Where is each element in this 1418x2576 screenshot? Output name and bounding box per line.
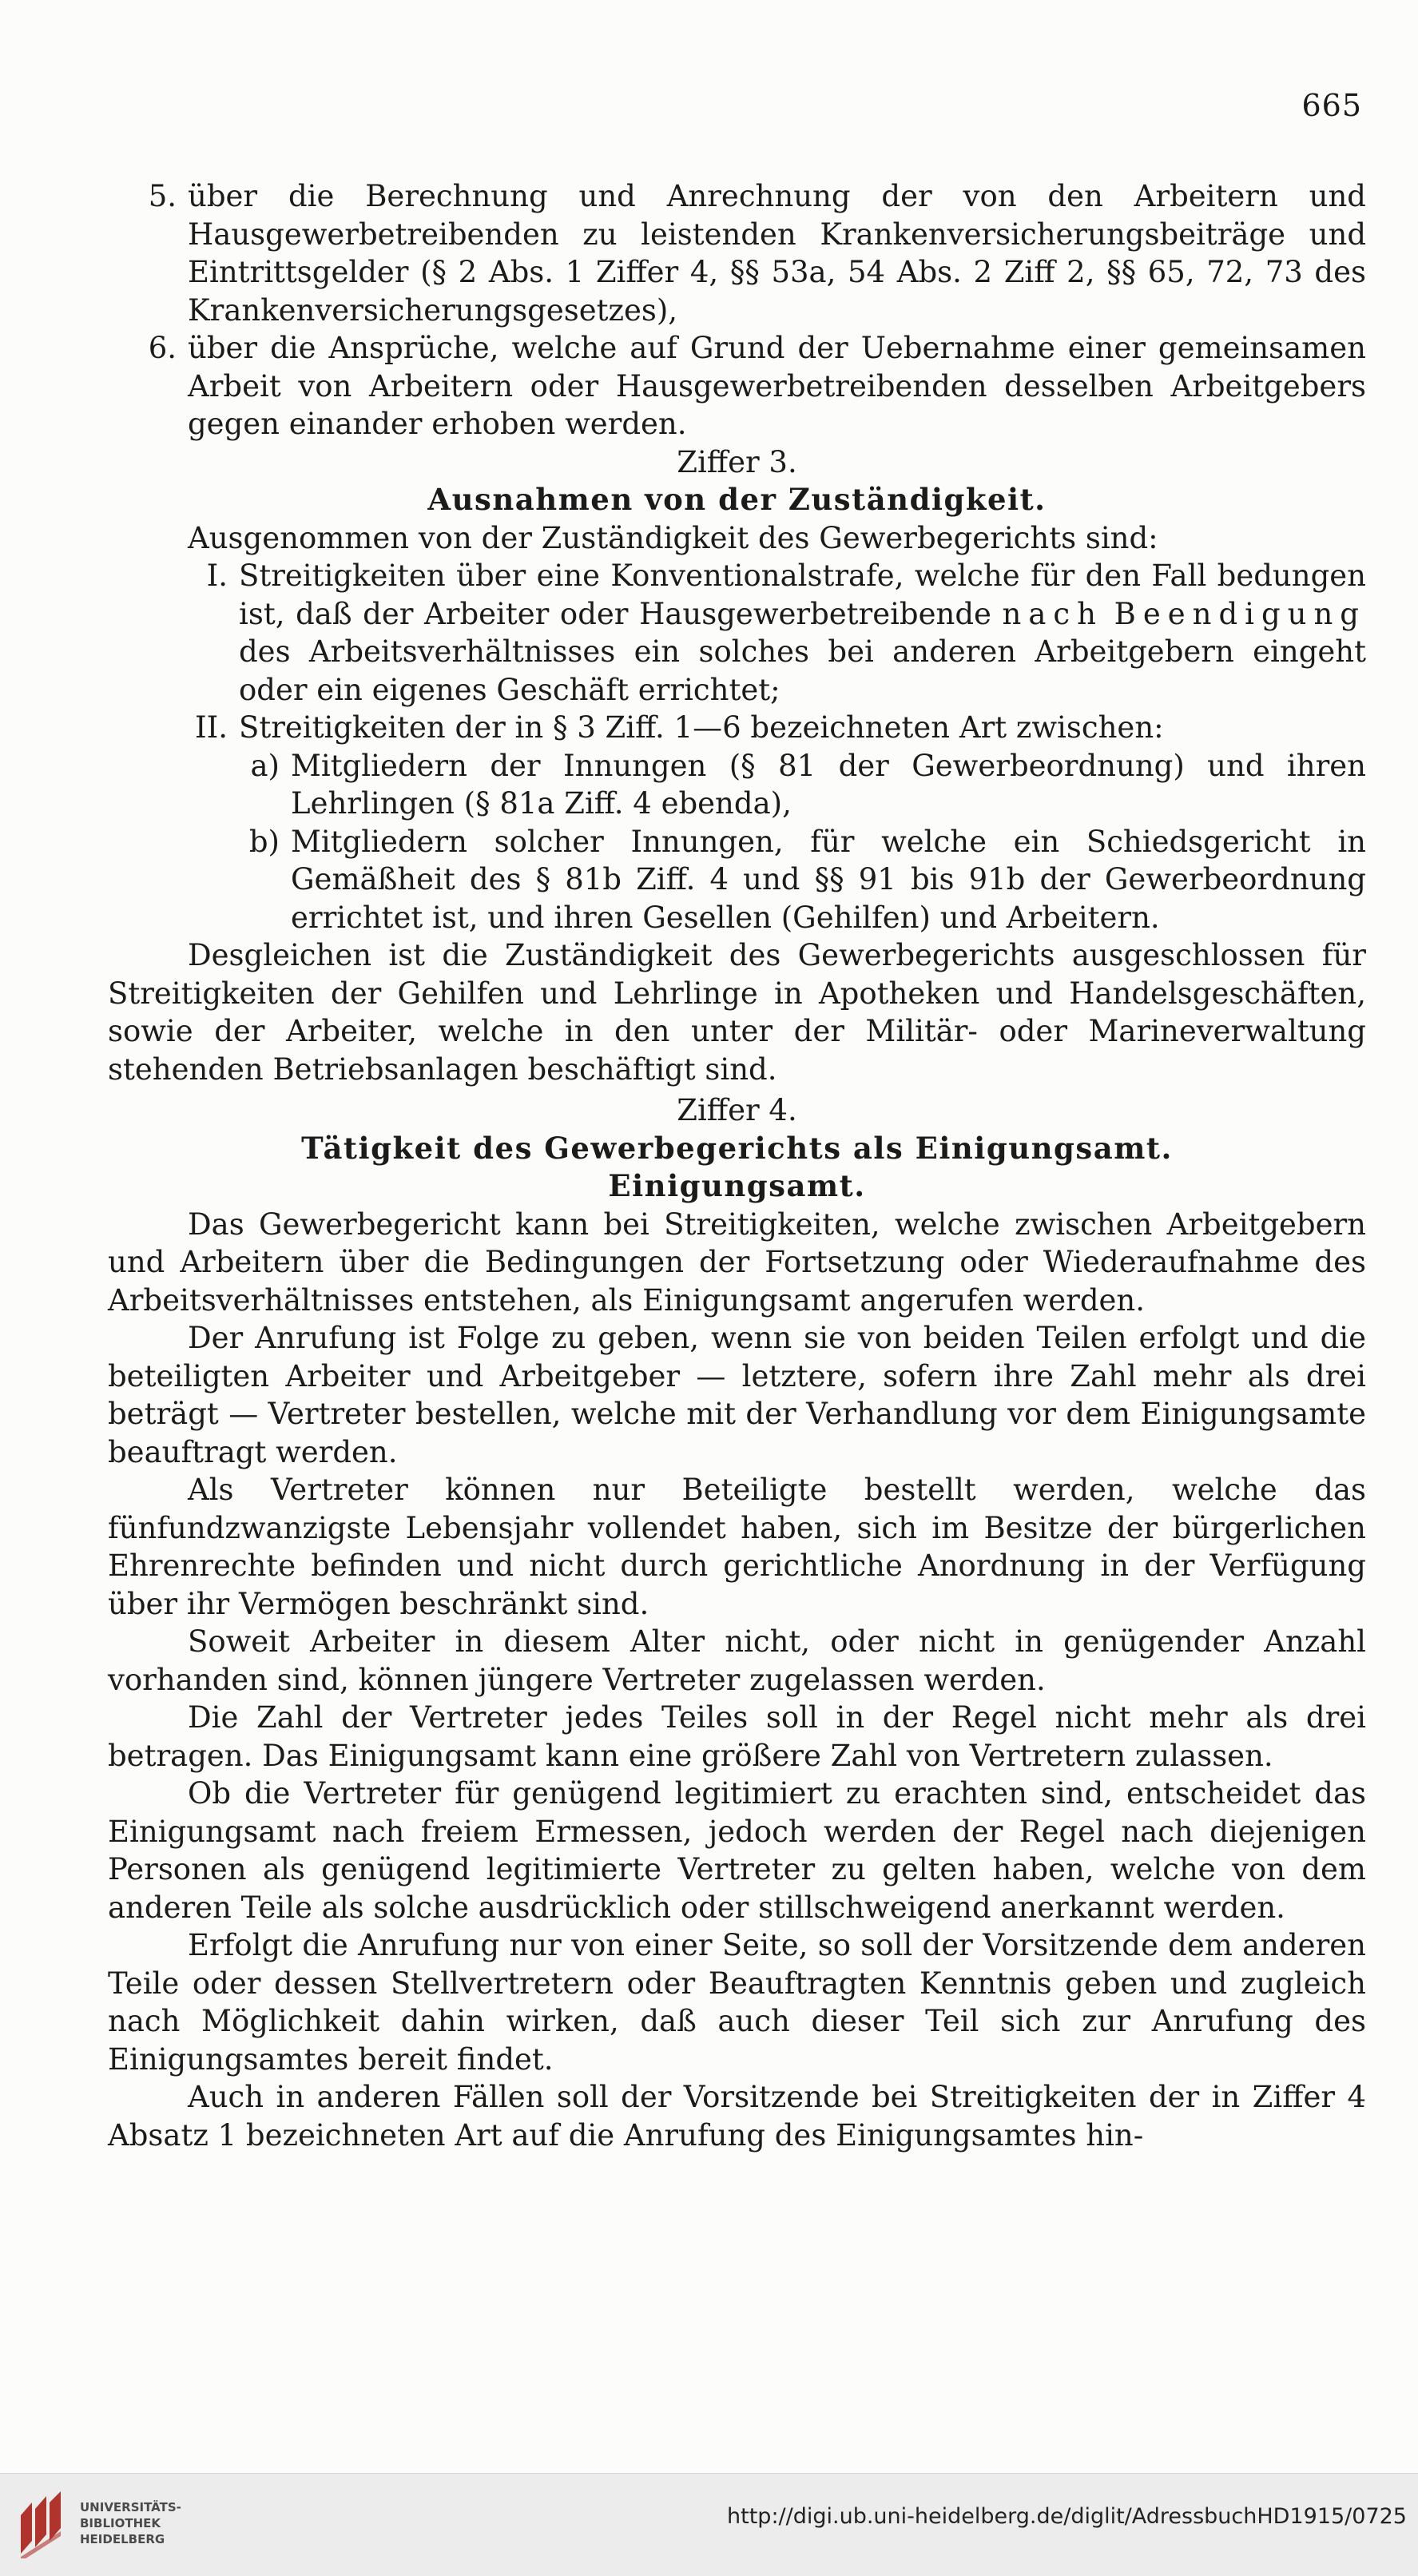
sub-list-item-text: Mitgliedern der Innungen (§ 81 der Gewerbeordnung) und ihren Lehrlingen (§ 81a Ziff. 4 ebenda), [291, 748, 1366, 821]
paragraph: Desgleichen ist die Zuständigkeit des Gewerbegerichts ausgeschlossen für Streitigkeiten der Gehilfen und Lehrlinge in Apotheken und Handelsgeschäften, sowie der Arbeiter, welche in den unter der Militär- oder Marineverwaltung stehenden Betriebsanlagen beschäftigt sind. [108, 938, 1366, 1087]
page-content [108, 177, 1366, 2154]
sub-list-item-text: Mitgliedern solcher Innungen, für welche ein Schiedsgericht in Gemäßheit des § 81b Ziff. 4 und §§ 91 bis 91b der Gewerbeordnung errichtet ist, und ihren Gesellen (Gehilfen) und Arbeitern. [291, 824, 1366, 935]
paragraph: Ob die Vertreter für genügend legitimiert zu erachten sind, entscheidet das Einigungsamt nach freiem Ermessen, jedoch werden der Regel nach diejenigen Personen als genügend legitimierte Vertreter zu gelten haben, welche von dem anderen Teile als solche ausdrücklich oder stillschweigend anerkannt werden. [108, 1776, 1366, 1925]
section-subheading: Einigungsamt. [608, 1168, 866, 1203]
sub-list-item [108, 823, 1366, 937]
list-item-text: über die Ansprüche, welche auf Grund der Uebernahme einer gemeinsamen Arbeit von Arbeitern oder Hausgewerbetreibenden desselben Arbeitgebers gegen einander erhoben werden. [188, 331, 1366, 441]
section-heading-ausnahmen: Ausnahmen von der Zuständigkeit. [427, 482, 1047, 517]
logo-line: HEIDELBERG [80, 2532, 165, 2546]
list-item-number: I. [206, 559, 228, 593]
list-item [108, 557, 1366, 709]
spaced-word: nach [1002, 596, 1103, 631]
list-item-text [239, 557, 1366, 709]
list-item [108, 177, 1366, 329]
text-run: des Arbeitsverhältnisses ein solches bei anderen Arbeitgebern eingeht oder ein eigenes Geschäft errichtet; [239, 634, 1366, 707]
paragraph: Das Gewerbegericht kann bei Streitigkeiten, welche zwischen Arbeitgebern und Arbeitern über die Bedingungen der Fortsetzung oder Wiederaufnahme des Arbeitsverhältnisses entstehen, als Einigungsamt angerufen werden. [108, 1207, 1366, 1318]
paragraph: Als Vertreter können nur Beteiligte bestellt werden, welche das fünfundzwanzigste Lebensjahr vollendet haben, sich im Besitze der bürgerlichen Ehrenrechte befinden und nicht durch gerichtliche Anordnung in der Verfügung über ihr Vermögen beschränkt sind. [108, 1473, 1366, 1621]
viewer-footer [0, 2473, 1418, 2576]
section-label-ziffer-3: Ziffer 3. [677, 444, 797, 479]
paragraph: Erfolgt die Anrufung nur von einer Seite, so soll der Vorsitzende dem anderen Teile oder dessen Stellvertretern oder Beauftragten Kenntnis geben und zugleich nach Möglichkeit dahin wirken, daß auch dieser Teil sich zur Anrufung des Einigungsamtes bereit findet. [108, 1928, 1366, 2077]
section-heading-einigungsamt: Tätigkeit des Gewerbegerichts als Einigungsamt. [301, 1130, 1173, 1166]
paragraph: Die Zahl der Vertreter jedes Teiles soll in der Regel nicht mehr als drei betragen. Das Einigungsamt kann eine größere Zahl von Vertretern zulassen. [108, 1700, 1366, 1773]
logo-line: UNIVERSITÄTS- [80, 2500, 181, 2514]
list-item-text: über die Berechnung und Anrechnung der von den Arbeitern und Hausgewerbetreibenden zu leistenden Krankenversicherungsbeiträge und Eintrittsgelder (§ 2 Abs. 1 Ziffer 4, §§ 53a, 54 Abs. 2 Ziff 2, §§ 65, 72, 73 des Krankenversicherungsgesetzes), [188, 179, 1366, 328]
paragraph: Auch in anderen Fällen soll der Vorsitzende bei Streitigkeiten der in Ziffer 4 Absatz 1 bezeichneten Art auf die Anrufung des Einigungsamtes hin- [108, 2080, 1366, 2153]
list-item [108, 329, 1366, 443]
sub-list-item [108, 747, 1366, 823]
sub-list-item-letter: a) [250, 748, 280, 783]
university-library-logo-icon [14, 2491, 70, 2558]
page-number: 665 [1301, 88, 1362, 123]
library-logo-text [80, 2499, 181, 2547]
section-intro: Ausgenommen von der Zuständigkeit des Gewerbegerichts sind: [188, 520, 1158, 555]
list-item-text: Streitigkeiten der in § 3 Ziff. 1—6 bezeichneten Art zwischen: [239, 710, 1164, 745]
sub-list-item-letter: b) [248, 824, 280, 859]
logo-line: BIBLIOTHEK [80, 2516, 161, 2530]
section-label-ziffer-4: Ziffer 4. [677, 1093, 797, 1127]
list-item-number: 5. [148, 179, 177, 213]
paragraph: Der Anrufung ist Folge zu geben, wenn sie von beiden Teilen erfolgt und die beteiligten Arbeiter und Arbeitgeber — letztere, sofern ihre Zahl mehr als drei beträgt — Vertreter bestellen, welche mit der Verhandlung vor dem Einigungsamte beauftragt werden. [108, 1321, 1366, 1469]
spaced-word: Beendigung [1114, 596, 1366, 631]
paragraph: Soweit Arbeiter in diesem Alter nicht, oder nicht in genügender Anzahl vorhanden sind, können jüngere Vertreter zugelassen werden. [108, 1624, 1366, 1697]
list-item-number: 6. [148, 331, 177, 365]
text-run: Streitigkeiten über eine Konventionalstrafe, welche für den Fall bedungen ist, daß der Arbeiter oder Hausgewerbetreibende [239, 559, 1366, 631]
list-item [108, 709, 1366, 747]
digital-library-link[interactable]: http://digi.ub.uni-heidelberg.de/diglit/AdressbuchHD1915/0725 [727, 2504, 1407, 2529]
list-item-number: II. [195, 710, 228, 745]
